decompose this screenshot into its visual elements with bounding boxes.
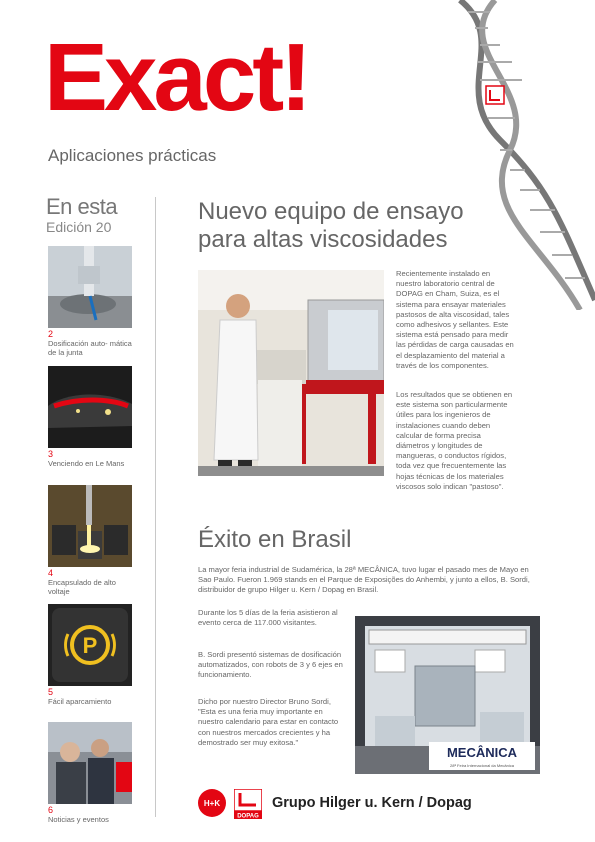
article1-paragraph-1: Recientemente instalado en nuestro laboratorio central de DOPAG en Cham, Suiza, es el sistema para ensayar materiales pastosos de alta viscosidad, tales como adhesivos y sellantes. Este sistema está pensado para medir las pérdidas de carga causadas en el desplazamiento del material a través de los componentes.: [396, 269, 514, 370]
mecanica-banner: MECÂNICA: [446, 745, 518, 760]
dopag-logo: [234, 789, 262, 819]
mecanica-banner-subtitle: 28ª Feira Internacional da Mecânica: [450, 763, 514, 768]
toc-thumbnail-news: [48, 722, 132, 804]
toc-thumbnail-dispensing: [48, 246, 132, 328]
toc-label: Encapsulado de alto voltaje: [48, 578, 116, 596]
trade-fair-photo: [355, 616, 540, 774]
toc-label: Fácil aparcamiento: [48, 697, 112, 706]
svg-text:P: P: [82, 633, 98, 658]
footer-brand: [198, 789, 538, 819]
hilger-kern-logo-text: H+K: [203, 798, 221, 808]
toc-label: Venciendo en Le Mans: [48, 459, 125, 468]
article2-paragraph-1: La mayor feria industrial de Sudamérica, la 28ª MECÂNICA, tuvo lugar el pasado mes de Mayo en Sao Paulo. Fueron 1.969 stands en el Parque de Exposições do Anhembi, y junto a ellos, B. Sordi, distribuidor de grupo Hilger u. Kern / Dopag en Brasil.: [198, 565, 530, 595]
toc-thumbnail-racecar: [48, 366, 132, 448]
article2-paragraph-4: Dicho por nuestro Director Bruno Sordi, "Esta es una feria muy importante en nuestro calendario para estar en contacto con nuestros mercados crecientes y ha demostrado ser muy exitosa.": [198, 697, 339, 747]
toc-label: Noticias y eventos: [48, 815, 109, 824]
heading-line-1: Nuevo equipo de ensayo: [198, 198, 464, 225]
toc-thumbnail-parking-button: [48, 604, 132, 686]
group-name: Grupo Hilger u. Kern / Dopag: [272, 795, 472, 811]
toc-item-3[interactable]: [48, 366, 132, 468]
hilger-kern-logo: [198, 789, 226, 817]
toc-edition: Edición 20: [46, 219, 112, 235]
lab-photo: [198, 270, 384, 476]
toc-page-number: 2: [48, 329, 54, 339]
toc-page-number: 5: [48, 687, 54, 697]
toc-header: [46, 195, 142, 235]
toc-thumbnail-potting: [48, 485, 132, 567]
toc-title: En esta: [46, 194, 118, 219]
sidebar-divider: [155, 197, 156, 817]
toc-item-6[interactable]: [48, 722, 132, 824]
article2-paragraph-3: B. Sordi presentó sistemas de dosificación automatizados, con robots de 3 y 6 ejes en funcionamiento.: [198, 650, 343, 680]
masthead-subtitle: Aplicaciones prácticas: [48, 146, 217, 165]
heading-line-2: para altas viscosidades: [198, 226, 448, 253]
article2-paragraph-2: Durante los 5 días de la feria asistieron al evento cerca de 117.000 visitantes.: [198, 608, 338, 628]
article-heading-brasil: Éxito en Brasil: [198, 526, 352, 553]
toc-item-4[interactable]: [48, 485, 132, 596]
toc-item-5[interactable]: [48, 604, 132, 706]
toc-label: Dosificación auto- mática de la junta: [48, 339, 132, 357]
dna-helix-graphic: [440, 0, 595, 310]
toc-page-number: 4: [48, 568, 54, 578]
toc-page-number: 6: [48, 805, 54, 815]
article1-paragraph-2: Los resultados que se obtienen en este sistema son particularmente útiles para los ingenieros de instalaciones cuando deben calcular de forma precisa diámetros y longitudes de mangueras, o conductos rígidos, toda vez que frecuentemente las hojas técnicas de los materiales viscosos solo indican "pastoso".: [396, 390, 513, 491]
toc-page-number: 3: [48, 449, 54, 459]
dopag-logo-text: DOPAG: [237, 813, 259, 819]
article-heading-viscosity: [198, 198, 528, 254]
masthead-title: Exact!: [44, 24, 309, 131]
toc-item-2[interactable]: [48, 246, 132, 357]
